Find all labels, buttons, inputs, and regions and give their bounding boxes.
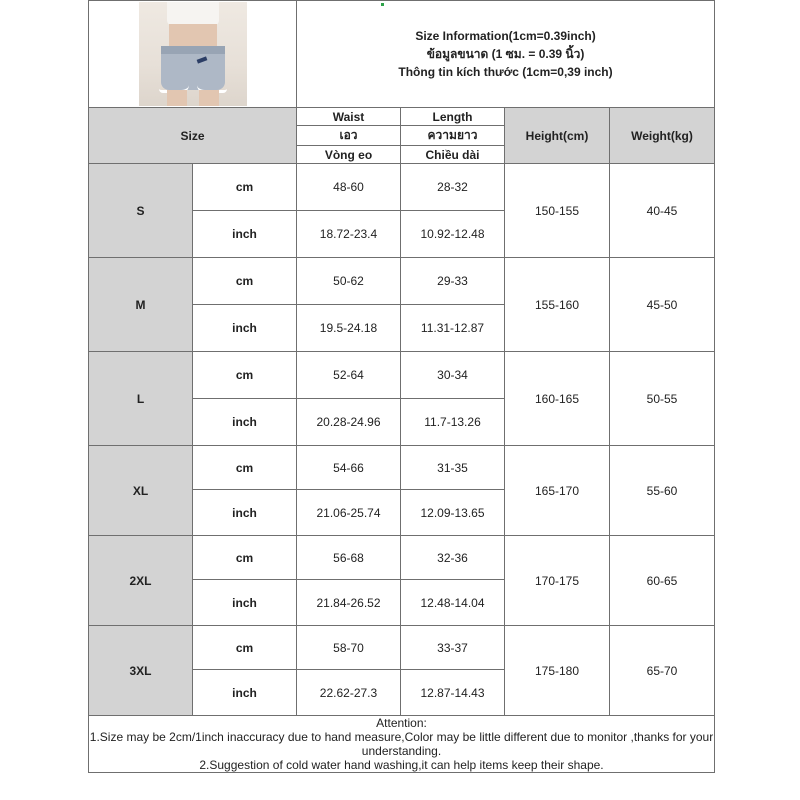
unit-inch-label: inch [193, 399, 297, 446]
unit-inch-label: inch [193, 305, 297, 352]
size-chart [88, 0, 714, 800]
unit-cm-label: cm [193, 446, 297, 490]
height-column-header: Height(cm) [505, 108, 610, 164]
size-row-cm [89, 536, 715, 580]
weight-value: 45-50 [610, 258, 715, 352]
length-cm-value: 30-34 [401, 352, 505, 399]
waist-inch-value: 21.06-25.74 [297, 490, 401, 536]
waist-inch-value: 19.5-24.18 [297, 305, 401, 352]
size-row-cm [89, 258, 715, 305]
size-label: S [89, 164, 193, 258]
height-value: 165-170 [505, 446, 610, 536]
size-label: XL [89, 446, 193, 536]
length-cm-value: 32-36 [401, 536, 505, 580]
size-column-header: Size [89, 108, 297, 164]
product-photo [139, 2, 247, 106]
length-inch-value: 11.7-13.26 [401, 399, 505, 446]
waist-header-en: Waist [297, 108, 401, 126]
waist-cm-value: 56-68 [297, 536, 401, 580]
length-inch-value: 12.09-13.65 [401, 490, 505, 536]
size-row-cm [89, 164, 715, 211]
size-information-title [297, 1, 715, 108]
size-label: 2XL [89, 536, 193, 626]
waist-header-th: เอว [297, 126, 401, 146]
weight-value: 40-45 [610, 164, 715, 258]
weight-value: 50-55 [610, 352, 715, 446]
waist-header-vi: Vòng eo [297, 146, 401, 164]
length-header-en: Length [401, 108, 505, 126]
title-vietnamese: Thông tin kích thước (1cm=0,39 inch) [398, 65, 613, 79]
waist-cm-value: 54-66 [297, 446, 401, 490]
weight-value: 55-60 [610, 446, 715, 536]
length-inch-value: 12.48-14.04 [401, 580, 505, 626]
unit-cm-label: cm [193, 626, 297, 670]
weight-value: 65-70 [610, 626, 715, 716]
length-cm-value: 29-33 [401, 258, 505, 305]
length-inch-value: 11.31-12.87 [401, 305, 505, 352]
title-english: Size Information(1cm=0.39inch) [415, 29, 596, 43]
size-row-cm [89, 626, 715, 670]
length-inch-value: 10.92-12.48 [401, 211, 505, 258]
unit-inch-label: inch [193, 670, 297, 716]
title-row [89, 1, 715, 108]
unit-inch-label: inch [193, 580, 297, 626]
size-label: M [89, 258, 193, 352]
attention-line-1: 1.Size may be 2cm/1inch inaccuracy due to hand measure,Color may be little different due to monitor ,thanks for your understanding. [89, 730, 714, 758]
unit-inch-label: inch [193, 490, 297, 536]
size-label: L [89, 352, 193, 446]
weight-column-header: Weight(kg) [610, 108, 715, 164]
product-photo-cell [89, 1, 297, 108]
unit-cm-label: cm [193, 536, 297, 580]
unit-cm-label: cm [193, 164, 297, 211]
length-cm-value: 33-37 [401, 626, 505, 670]
length-inch-value: 12.87-14.43 [401, 670, 505, 716]
size-table [88, 0, 715, 773]
height-value: 155-160 [505, 258, 610, 352]
header-row-1 [89, 108, 715, 126]
waist-inch-value: 22.62-27.3 [297, 670, 401, 716]
waist-inch-value: 20.28-24.96 [297, 399, 401, 446]
waist-inch-value: 18.72-23.4 [297, 211, 401, 258]
waist-cm-value: 48-60 [297, 164, 401, 211]
waist-cm-value: 50-62 [297, 258, 401, 305]
length-cm-value: 31-35 [401, 446, 505, 490]
title-thai: ข้อมูลขนาด (1 ซม. = 0.39 นิ้ว) [426, 47, 585, 61]
unit-inch-label: inch [193, 211, 297, 258]
attention-row [89, 716, 715, 773]
attention-heading: Attention: [376, 716, 427, 730]
length-cm-value: 28-32 [401, 164, 505, 211]
green-accent-mark [381, 3, 384, 6]
waist-cm-value: 52-64 [297, 352, 401, 399]
height-value: 150-155 [505, 164, 610, 258]
weight-value: 60-65 [610, 536, 715, 626]
length-header-vi: Chiều dài [401, 146, 505, 164]
height-value: 170-175 [505, 536, 610, 626]
waist-cm-value: 58-70 [297, 626, 401, 670]
waist-inch-value: 21.84-26.52 [297, 580, 401, 626]
unit-cm-label: cm [193, 258, 297, 305]
length-header-th: ความยาว [401, 126, 505, 146]
size-label: 3XL [89, 626, 193, 716]
height-value: 160-165 [505, 352, 610, 446]
attention-notes [89, 716, 715, 773]
unit-cm-label: cm [193, 352, 297, 399]
size-row-cm [89, 352, 715, 399]
height-value: 175-180 [505, 626, 610, 716]
attention-line-2: 2.Suggestion of cold water hand washing,it can help items keep their shape. [199, 758, 604, 772]
size-row-cm [89, 446, 715, 490]
